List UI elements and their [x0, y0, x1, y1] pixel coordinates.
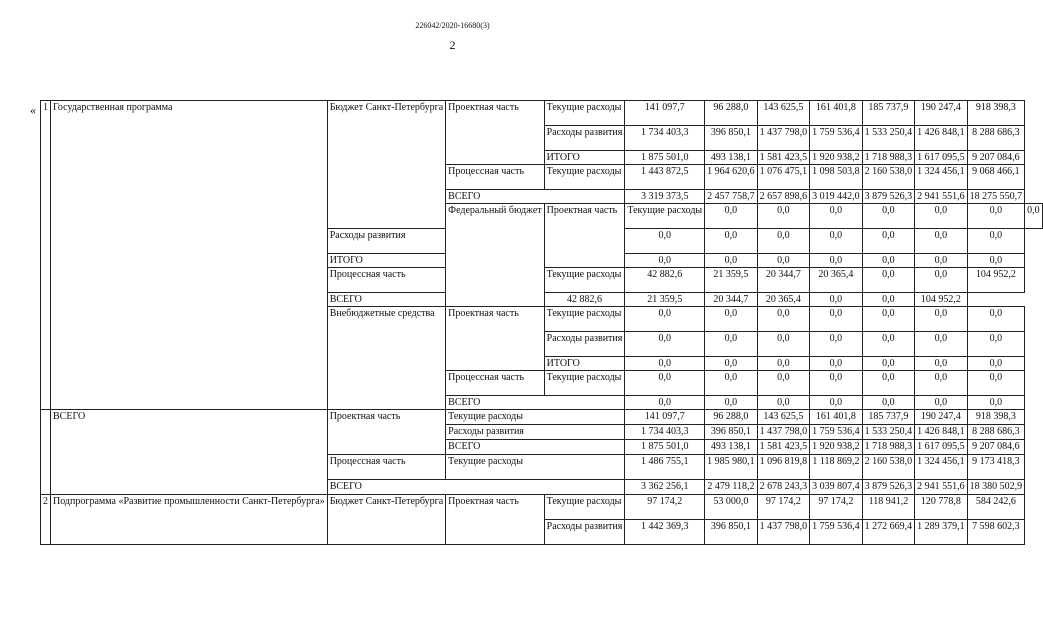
value-cell: 0,0	[967, 254, 1025, 268]
value-cell: 20 344,7	[757, 268, 810, 293]
value-cell: 0,0	[625, 307, 705, 332]
value-cell: 141 097,7	[625, 101, 705, 126]
value-cell: 0,0	[810, 357, 863, 371]
value-cell: 0,0	[757, 307, 810, 332]
value-cell: 1 443 872,5	[625, 165, 705, 190]
value-cell: 0,0	[862, 254, 915, 268]
value-cell: 1 617 095,5	[915, 151, 968, 165]
value-cell: 0,0	[915, 371, 968, 396]
value-cell: 185 737,9	[862, 101, 915, 126]
value-cell: 918 398,3	[967, 101, 1025, 126]
value-cell: 0,0	[915, 396, 968, 410]
value-cell: 0,0	[810, 371, 863, 396]
value-cell: 0,0	[862, 371, 915, 396]
value-cell: 161 401,8	[810, 101, 863, 126]
value-cell: 0,0	[705, 204, 758, 229]
value-cell: 584 242,6	[967, 495, 1025, 520]
value-cell: 1 985 980,1	[705, 455, 758, 480]
value-cell: 18 380 502,9	[967, 480, 1025, 495]
value-cell: 1 875 501,0	[625, 440, 705, 455]
value-cell: 3 362 256,1	[625, 480, 705, 495]
value-cell: 3 319 373,5	[625, 190, 705, 204]
value-cell: 190 247,4	[915, 410, 968, 425]
grand-total-label: ВСЕГО	[446, 396, 625, 410]
value-cell: 1 581 423,5	[757, 151, 810, 165]
value-cell: 493 138,1	[705, 440, 758, 455]
value-cell: 9 068 466,1	[967, 165, 1025, 190]
value-cell: 97 174,2	[757, 495, 810, 520]
value-cell: 161 401,8	[810, 410, 863, 425]
value-cell: 104 952,2	[915, 293, 968, 307]
value-cell: 3 879 526,3	[862, 480, 915, 495]
value-cell: 1 617 095,5	[915, 440, 968, 455]
value-cell: 0,0	[810, 204, 863, 229]
current-expenses-label: Текущие расходы	[544, 495, 625, 520]
value-cell: 0,0	[967, 396, 1025, 410]
value-cell: 9 173 418,3	[967, 455, 1025, 480]
value-cell: 118 941,2	[862, 495, 915, 520]
development-expenses-label: Расходы развития	[327, 229, 445, 254]
value-cell: 120 778,8	[915, 495, 968, 520]
value-cell: 0,0	[705, 332, 758, 357]
value-cell: 0,0	[625, 396, 705, 410]
current-expenses-label: Текущие расходы	[544, 307, 625, 332]
value-cell: 20 365,4	[810, 268, 863, 293]
value-cell: 1 437 798,0	[757, 520, 810, 545]
value-cell: 0,0	[757, 357, 810, 371]
value-cell: 0,0	[810, 254, 863, 268]
value-cell: 0,0	[967, 204, 1025, 229]
value-cell: 0,0	[625, 332, 705, 357]
value-cell: 0,0	[915, 332, 968, 357]
value-cell: 8 288 686,3	[967, 126, 1025, 151]
value-cell: 97 174,2	[625, 495, 705, 520]
value-cell: 143 625,5	[757, 410, 810, 425]
value-cell: 1 759 536,4	[810, 520, 863, 545]
value-cell: 1 426 848,1	[915, 425, 968, 440]
value-cell: 9 207 084,6	[967, 151, 1025, 165]
program-title: Государственная программа	[51, 101, 328, 410]
subprogram-title: Подпрограмма «Развитие промышленности Санкт-Петербурга»	[51, 495, 328, 545]
value-cell: 96 288,0	[705, 410, 758, 425]
value-cell: 0,0	[625, 357, 705, 371]
grand-total-label: ВСЕГО	[446, 190, 625, 204]
current-expenses-label: Текущие расходы	[446, 410, 625, 425]
value-cell: 0,0	[810, 293, 863, 307]
value-cell: 1 759 536,4	[810, 425, 863, 440]
value-cell: 143 625,5	[757, 101, 810, 126]
process-part-label: Процессная часть	[446, 371, 544, 396]
value-cell: 2 941 551,6	[915, 190, 968, 204]
total-label: ИТОГО	[327, 254, 445, 268]
row-number: 2	[41, 495, 51, 545]
value-cell: 396 850,1	[705, 126, 758, 151]
value-cell: 0,0	[967, 357, 1025, 371]
value-cell: 1 718 988,3	[862, 440, 915, 455]
value-cell: 2 457 758,7	[705, 190, 758, 204]
value-cell: 42 882,6	[544, 293, 625, 307]
project-part-label: Проектная часть	[446, 307, 544, 371]
value-cell: 0,0	[862, 268, 915, 293]
project-part-label: Проектная часть	[327, 410, 445, 455]
value-cell: 3 039 807,4	[810, 480, 863, 495]
value-cell: 1 875 501,0	[625, 151, 705, 165]
process-part-label: Процессная часть	[327, 455, 445, 480]
total-label: ИТОГО	[544, 357, 625, 371]
current-expenses-label: Текущие расходы	[625, 204, 705, 229]
value-cell: 1 442 369,3	[625, 520, 705, 545]
value-cell: 0,0	[915, 357, 968, 371]
value-cell: 0,0	[810, 396, 863, 410]
value-cell: 18 275 550,7	[967, 190, 1025, 204]
value-cell: 0,0	[967, 371, 1025, 396]
summary-label: ВСЕГО	[51, 410, 328, 495]
value-cell: 0,0	[810, 229, 863, 254]
value-cell: 3 879 526,3	[862, 190, 915, 204]
value-cell: 20 344,7	[705, 293, 758, 307]
value-cell: 0,0	[915, 204, 968, 229]
value-cell: 1 426 848,1	[915, 126, 968, 151]
value-cell: 396 850,1	[705, 425, 758, 440]
value-cell: 0,0	[705, 371, 758, 396]
value-cell: 20 365,4	[757, 293, 810, 307]
total-label: ИТОГО	[544, 151, 625, 165]
source-name: Бюджет Санкт-Петербурга	[327, 495, 445, 545]
value-cell: 190 247,4	[915, 101, 968, 126]
project-part-label: Проектная часть	[446, 101, 544, 165]
value-cell: 0,0	[757, 396, 810, 410]
row-number: 1	[41, 101, 51, 410]
value-cell: 2 657 898,6	[757, 190, 810, 204]
value-cell: 0,0	[625, 229, 705, 254]
value-cell: 0,0	[967, 229, 1025, 254]
value-cell: 0,0	[915, 254, 968, 268]
value-cell: 0,0	[625, 254, 705, 268]
value-cell: 1 964 620,6	[705, 165, 758, 190]
value-cell: 1 920 938,2	[810, 440, 863, 455]
value-cell: 0,0	[862, 293, 915, 307]
value-cell: 0,0	[625, 371, 705, 396]
source-name: Внебюджетные средства	[327, 307, 445, 410]
value-cell: 2 160 538,0	[862, 165, 915, 190]
value-cell: 0,0	[705, 229, 758, 254]
value-cell: 1 718 988,3	[862, 151, 915, 165]
value-cell: 0,0	[705, 254, 758, 268]
opening-quote: «	[30, 103, 36, 117]
value-cell: 0,0	[705, 357, 758, 371]
value-cell: 185 737,9	[862, 410, 915, 425]
current-expenses-label: Текущие расходы	[446, 455, 625, 480]
value-cell: 2 160 538,0	[862, 455, 915, 480]
value-cell: 104 952,2	[967, 268, 1025, 293]
value-cell: 0,0	[915, 307, 968, 332]
value-cell: 1 324 456,1	[915, 455, 968, 480]
grand-total-label: ВСЕГО	[327, 293, 544, 307]
process-part-label: Процессная часть	[446, 165, 544, 190]
value-cell: 1 734 403,3	[625, 126, 705, 151]
current-expenses-label: Текущие расходы	[544, 165, 625, 190]
value-cell: 493 138,1	[705, 151, 758, 165]
value-cell: 0,0	[810, 307, 863, 332]
grand-total-label: ВСЕГО	[327, 480, 625, 495]
value-cell: 0,0	[705, 396, 758, 410]
development-expenses-label: Расходы развития	[544, 126, 625, 151]
value-cell: 1 437 798,0	[757, 126, 810, 151]
value-cell: 1 324 456,1	[915, 165, 968, 190]
page-number: 2	[449, 38, 456, 52]
value-cell: 0,0	[757, 254, 810, 268]
source-name: Федеральный бюджет	[446, 204, 544, 307]
development-expenses-label: Расходы развития	[446, 425, 625, 440]
value-cell: 21 359,5	[705, 268, 758, 293]
value-cell: 7 598 602,3	[967, 520, 1025, 545]
current-expenses-label: Текущие расходы	[544, 101, 625, 126]
value-cell: 0,0	[915, 268, 968, 293]
value-cell: 2 678 243,3	[757, 480, 810, 495]
value-cell: 0,0	[862, 357, 915, 371]
value-cell: 1 096 819,8	[757, 455, 810, 480]
total-label: ВСЕГО	[446, 440, 625, 455]
value-cell: 1 118 869,2	[810, 455, 863, 480]
development-expenses-label: Расходы развития	[544, 332, 625, 357]
value-cell: 0,0	[757, 204, 810, 229]
current-expenses-label: Текущие расходы	[544, 371, 625, 396]
value-cell: 0,0	[862, 332, 915, 357]
document-number: 226042/2020-16680(3)	[415, 21, 490, 30]
source-name: Бюджет Санкт-Петербурга	[327, 101, 445, 229]
value-cell: 0,0	[705, 307, 758, 332]
value-cell: 2 941 551,6	[915, 480, 968, 495]
value-cell: 0,0	[862, 204, 915, 229]
value-cell: 0,0	[862, 307, 915, 332]
value-cell: 2 479 118,2	[705, 480, 758, 495]
value-cell: 42 882,6	[625, 268, 705, 293]
value-cell: 396 850,1	[705, 520, 758, 545]
value-cell: 918 398,3	[967, 410, 1025, 425]
value-cell: 1 486 755,1	[625, 455, 705, 480]
value-cell: 141 097,7	[625, 410, 705, 425]
value-cell: 53 000,0	[705, 495, 758, 520]
value-cell: 0,0	[862, 229, 915, 254]
current-expenses-label: Текущие расходы	[544, 268, 625, 293]
value-cell: 1 272 669,4	[862, 520, 915, 545]
process-part-label: Процессная часть	[327, 268, 445, 293]
value-cell: 1 920 938,2	[810, 151, 863, 165]
value-cell: 21 359,5	[625, 293, 705, 307]
value-cell: 0,0	[757, 332, 810, 357]
value-cell: 1 581 423,5	[757, 440, 810, 455]
value-cell: 1 533 250,4	[862, 425, 915, 440]
project-part-label: Проектная часть	[544, 204, 625, 268]
value-cell: 1 533 250,4	[862, 126, 915, 151]
value-cell: 96 288,0	[705, 101, 758, 126]
value-cell: 1 289 379,1	[915, 520, 968, 545]
value-cell: 1 734 403,3	[625, 425, 705, 440]
value-cell: 0,0	[1025, 204, 1043, 229]
value-cell: 0,0	[757, 229, 810, 254]
development-expenses-label: Расходы развития	[544, 520, 625, 545]
value-cell: 3 019 442,0	[810, 190, 863, 204]
value-cell: 0,0	[915, 229, 968, 254]
value-cell: 0,0	[757, 371, 810, 396]
project-part-label: Проектная часть	[446, 495, 544, 545]
spacer-cell	[41, 410, 51, 495]
value-cell: 97 174,2	[810, 495, 863, 520]
value-cell: 1 759 536,4	[810, 126, 863, 151]
value-cell: 1 437 798,0	[757, 425, 810, 440]
value-cell: 9 207 084,6	[967, 440, 1025, 455]
value-cell: 0,0	[862, 396, 915, 410]
value-cell: 1 098 503,8	[810, 165, 863, 190]
value-cell: 0,0	[967, 332, 1025, 357]
value-cell: 8 288 686,3	[967, 425, 1025, 440]
value-cell: 1 076 475,1	[757, 165, 810, 190]
budget-table	[40, 100, 1043, 545]
value-cell: 0,0	[810, 332, 863, 357]
value-cell: 0,0	[967, 307, 1025, 332]
